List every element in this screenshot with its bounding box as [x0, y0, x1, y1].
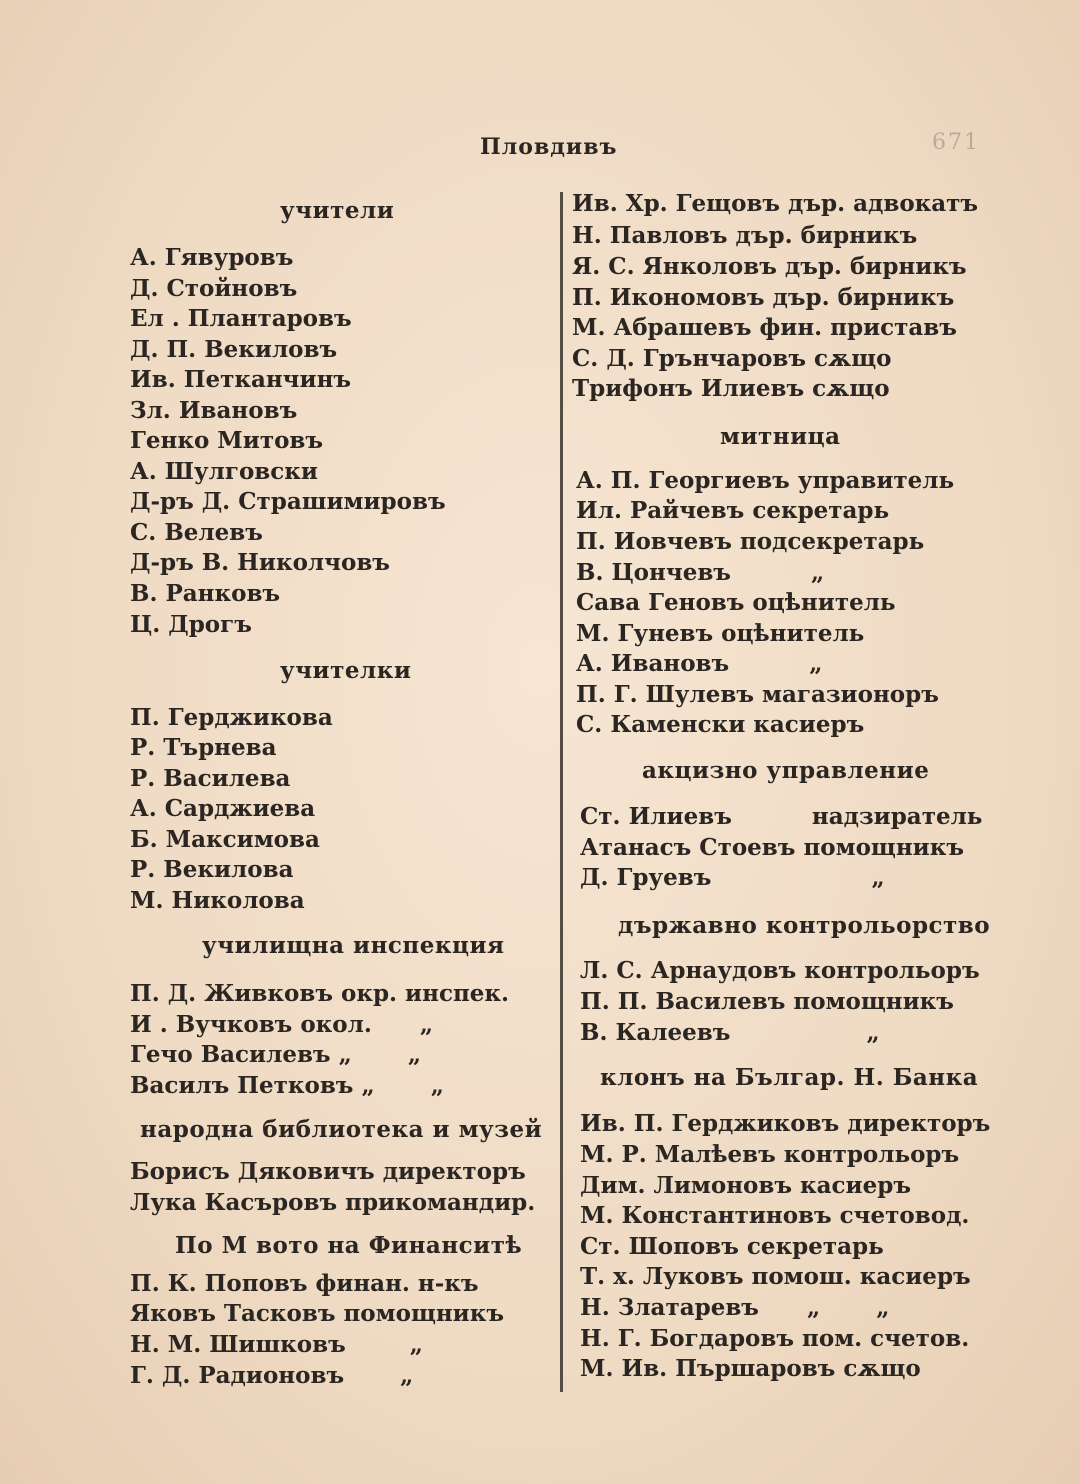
- right-list-item: А. П. Георгиевъ управитель: [576, 467, 955, 494]
- right-list-item: С. Каменски касиеръ: [576, 711, 865, 738]
- left-section-heading: учители: [280, 197, 395, 224]
- right-list-item: М. Р. Малѣевъ контрольоръ: [580, 1141, 960, 1168]
- left-list-item: Гечо Василевъ „ „: [130, 1041, 422, 1068]
- right-list-item: А. Ивановъ „: [576, 650, 823, 677]
- left-list-item: Б. Максимова: [130, 826, 320, 853]
- left-list-item: Яковъ Тасковъ помощникъ: [130, 1300, 504, 1327]
- right-list-item: П. Г. Шулевъ магазионоръ: [576, 681, 939, 708]
- left-list-item: Р. Търнева: [130, 734, 277, 761]
- right-list-item: Н. Златаревъ „ „: [580, 1294, 890, 1321]
- right-list-item: Ив. П. Герджиковъ директоръ: [580, 1110, 991, 1137]
- left-list-item: Ц. Дрогъ: [130, 611, 252, 638]
- left-list-item: Борисъ Дяковичъ директоръ: [130, 1158, 526, 1185]
- left-list-item: С. Велевъ: [130, 519, 263, 546]
- left-section-heading: По М вото на Финанситѣ: [175, 1232, 523, 1259]
- left-list-item: Василъ Петковъ „ „: [130, 1072, 444, 1099]
- running-head: Пловдивъ: [480, 134, 618, 160]
- right-list-item: Ил. Райчевъ секретарь: [576, 497, 890, 524]
- right-list-item: Ст. Шоповъ секретарь: [580, 1233, 884, 1260]
- right-list-item: Сава Геновъ оцѣнитель: [576, 589, 896, 616]
- right-list-item: Ив. Хр. Гещовъ дър. адвокатъ: [572, 190, 979, 217]
- left-list-item: П. К. Поповъ финан. н-къ: [130, 1270, 479, 1297]
- left-section-heading: народна библиотека и музей: [140, 1116, 543, 1143]
- left-list-item: П. Герджикова: [130, 704, 333, 731]
- left-section-heading: училищна инспекция: [202, 932, 505, 959]
- right-list-item: Ст. Илиевъ надзиратель: [580, 803, 983, 830]
- left-section-heading: учителки: [280, 657, 412, 684]
- right-list-item: П. Икономовъ дър. бирникъ: [572, 284, 955, 311]
- right-section-heading: клонъ на Българ. Н. Банка: [600, 1064, 979, 1091]
- left-list-item: А. Гявуровъ: [130, 244, 294, 271]
- right-list-item: Н. Павловъ дър. бирникъ: [572, 222, 918, 249]
- left-list-item: Ив. Петканчинъ: [130, 366, 352, 393]
- right-list-item: П. П. Василевъ помощникъ: [580, 988, 954, 1015]
- right-section-heading: акцизно управление: [642, 757, 930, 784]
- right-list-item: Н. Г. Богдаровъ пом. счетов.: [580, 1325, 970, 1352]
- left-list-item: В. Ранковъ: [130, 580, 281, 607]
- right-list-item: Л. С. Арнаудовъ контрольоръ: [580, 957, 980, 984]
- left-list-item: Д. П. Векиловъ: [130, 336, 338, 363]
- right-list-item: П. Иовчевъ подсекретарь: [576, 528, 925, 555]
- right-list-item: М. Константиновъ счетовод.: [580, 1202, 970, 1229]
- right-list-item: М. Абрашевъ фин. приставъ: [572, 314, 957, 341]
- right-list-item: Атанасъ Стоевъ помощникъ: [580, 834, 964, 861]
- left-list-item: Д-ръ В. Николчовъ: [130, 549, 390, 576]
- left-list-item: Д-ръ Д. Страшимировъ: [130, 488, 446, 515]
- right-list-item: В. Цончевъ „: [576, 559, 825, 586]
- left-list-item: Ел . Плантаровъ: [130, 305, 352, 332]
- right-list-item: С. Д. Грънчаровъ сѫщо: [572, 345, 892, 372]
- left-list-item: Г. Д. Радионовъ „: [130, 1362, 414, 1389]
- right-list-item: Дим. Лимоновъ касиеръ: [580, 1172, 911, 1199]
- left-list-item: Генко Митовъ: [130, 427, 324, 454]
- right-list-item: Я. С. Янколовъ дър. бирникъ: [572, 253, 967, 280]
- right-list-item: М. Гуневъ оцѣнитель: [576, 620, 865, 647]
- page-number: 671: [932, 130, 980, 155]
- left-list-item: Д. Стойновъ: [130, 275, 298, 302]
- left-list-item: А. Шулговски: [130, 458, 318, 485]
- left-list-item: Н. М. Шишковъ „: [130, 1331, 424, 1358]
- left-list-item: Лука Касъровъ прикомандир.: [130, 1189, 536, 1216]
- left-list-item: А. Сарджиева: [130, 795, 316, 822]
- right-list-item: Д. Груевъ „: [580, 864, 885, 891]
- right-list-item: В. Калеевъ „: [580, 1019, 880, 1046]
- right-section-heading: митница: [720, 423, 841, 450]
- column-divider: [560, 192, 563, 1392]
- right-section-heading: държавно контрольорство: [618, 912, 991, 939]
- left-list-item: Р. Василева: [130, 765, 291, 792]
- left-list-item: П. Д. Живковъ окр. инспек.: [130, 980, 510, 1007]
- left-list-item: Зл. Ивановъ: [130, 397, 298, 424]
- left-list-item: И . Вучковъ окол. „: [130, 1011, 434, 1038]
- left-list-item: М. Николова: [130, 887, 305, 914]
- right-list-item: Т. х. Луковъ помош. касиеръ: [580, 1263, 971, 1290]
- right-list-item: М. Ив. Пършаровъ сѫщо: [580, 1355, 921, 1382]
- left-list-item: Р. Векилова: [130, 856, 294, 883]
- right-list-item: Трифонъ Илиевъ сѫщо: [572, 375, 890, 402]
